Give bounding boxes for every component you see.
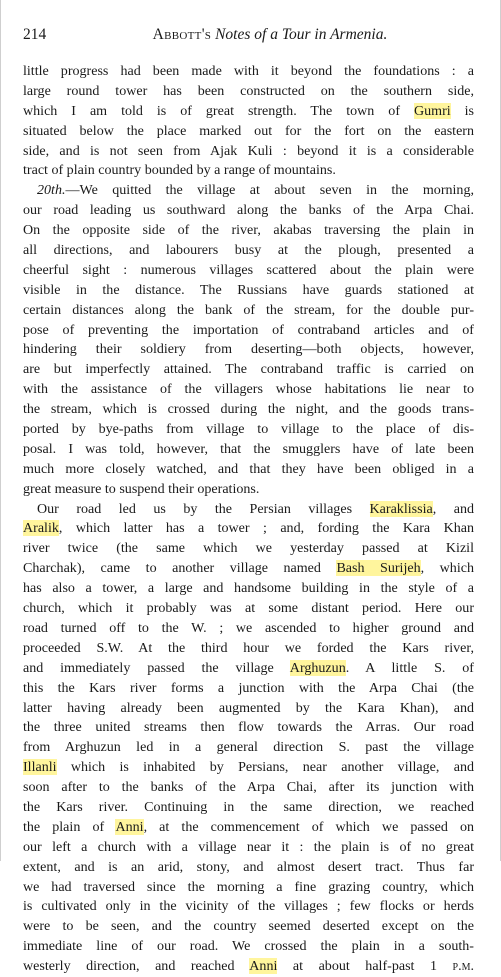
highlighted-place-name: Bash Surijeh <box>336 560 421 577</box>
text-line <box>23 221 474 241</box>
text-segment: , which latter has a tower ; and, fording the Kara Khan <box>58 520 474 537</box>
text-line <box>23 539 474 559</box>
text-line <box>23 878 474 898</box>
text-segment: we had traversed since the morning a fine grazing country, which <box>23 878 474 895</box>
text-line <box>23 699 474 719</box>
highlighted-place-name: Illanli <box>23 759 57 776</box>
text-line <box>23 619 474 639</box>
text-line <box>23 718 474 738</box>
text-segment: proceeded S.W. At the third hour we forded the Kars river, <box>23 639 474 656</box>
text-line <box>23 957 474 977</box>
text-segment: church, which it probably was at some distant period. Here our <box>23 600 474 617</box>
text-line <box>23 738 474 758</box>
text-segment: situated below the place marked out for the fort on the eastern <box>23 122 474 139</box>
text-line <box>23 917 474 937</box>
text-segment: which is inhabited by Persians, near another village, and <box>56 759 474 776</box>
text-line <box>23 142 474 162</box>
text-segment: at about half-past 1 <box>277 958 453 975</box>
text-segment: great measure to suspend their operations. <box>23 480 260 497</box>
text-segment: the plain of <box>23 818 116 835</box>
highlighted-place-name: Aralik <box>23 520 59 537</box>
text-segment: soon after to the banks of the Arpa Chai, after its junction with <box>23 779 474 796</box>
text-line <box>23 937 474 957</box>
text-segment: our road leading us southward along the banks of the Arpa Chai. <box>23 202 474 219</box>
highlighted-place-name: Anni <box>249 958 278 975</box>
text-line <box>23 122 474 142</box>
date-label: 20th. <box>37 182 66 199</box>
text-segment: is <box>450 102 474 119</box>
text-line <box>23 360 474 380</box>
text-segment: the stream, which is crossed during the night, and the goods trans- <box>23 401 474 418</box>
text-segment: little progress had been made with it beyond the foundations : a <box>23 63 474 79</box>
running-head-title: Notes of a Tour in Armenia. <box>215 26 388 43</box>
text-line <box>23 559 474 579</box>
running-head <box>23 26 477 44</box>
text-segment: are but imperfectly attained. The contraband traffic is carried on <box>23 361 474 378</box>
text-line <box>23 440 474 460</box>
text-line <box>23 340 474 360</box>
text-segment: , which <box>420 560 474 577</box>
text-segment: has also a tower, a large and handsome building in the style of a <box>23 580 474 597</box>
text-segment: from Arghuzun led in a general direction S. past the village <box>23 739 474 756</box>
text-segment: westerly direction, and reached <box>23 958 250 975</box>
text-line <box>23 181 474 201</box>
text-segment: On the opposite side of the river, akabas traversing the plain in <box>23 222 474 239</box>
text-segment: —We quitted the village at about seven in the morning, <box>65 182 474 199</box>
text-line <box>23 679 474 699</box>
text-line <box>23 241 474 261</box>
running-head-author: Abbott's <box>152 26 212 43</box>
text-line <box>23 102 474 122</box>
text-line <box>23 639 474 659</box>
text-segment: is cultivated only in the vicinity of the villages ; few flocks or herds <box>23 898 474 915</box>
text-line <box>23 599 474 619</box>
text-line <box>23 301 474 321</box>
body-text <box>23 62 474 977</box>
text-line <box>23 161 474 181</box>
text-line <box>23 659 474 679</box>
text-line <box>23 758 474 778</box>
text-line <box>23 897 474 917</box>
text-segment: much more closely watched, and that they have been obliged in a <box>23 460 474 477</box>
text-line <box>23 500 474 520</box>
text-segment: extent, and is an arid, stony, and almost desert tract. Thus far <box>23 858 474 875</box>
text-segment: were to be seen, and the country seemed deserted except on the <box>23 918 474 935</box>
text-segment: large round tower has been constructed on the southern side, <box>23 82 474 99</box>
page-header <box>23 26 477 48</box>
highlighted-place-name: Arghuzun <box>289 659 346 676</box>
text-line <box>23 838 474 858</box>
text-line <box>23 798 474 818</box>
text-segment: with the assistance of the villagers whose habitations lie near to <box>23 381 474 398</box>
text-segment: ported by bye-paths from village to village to the place of dis- <box>23 421 474 438</box>
text-segment: visible in the distance. The Russians have guards stationed at <box>23 281 474 298</box>
text-line <box>23 261 474 281</box>
text-segment: , at the commencement of which we passed on <box>143 818 474 835</box>
text-line <box>23 579 474 599</box>
text-segment: the three united streams then flow towards the Arras. Our road <box>23 719 474 736</box>
text-segment: and immediately passed the village <box>23 659 290 676</box>
highlighted-place-name: Karaklissia <box>369 500 433 517</box>
text-segment: certain distances along the bank of the stream, for the double pur- <box>23 301 474 318</box>
text-segment: side, and is not seen from Ajak Kuli : beyond it is a considerable <box>23 142 474 159</box>
text-line <box>23 818 474 838</box>
text-segment: , and <box>432 500 474 517</box>
text-segment: the Kars river. Continuing in the same direction, we reached <box>23 798 474 815</box>
text-line <box>23 62 474 82</box>
page-number: 214 <box>23 26 47 43</box>
text-line <box>23 321 474 341</box>
text-line <box>23 778 474 798</box>
text-line <box>23 460 474 480</box>
text-line <box>23 400 474 420</box>
highlighted-place-name: Anni <box>115 818 144 835</box>
text-segment: immediate line of our road. We crossed the plain in a south- <box>23 938 474 955</box>
text-segment: hindering their soldiery from deserting—both objects, however, <box>23 341 474 358</box>
text-segment: latter having already been augmented by the Kara Khan), and <box>23 699 474 716</box>
text-segment: posal. I was told, however, that the smugglers have of late been <box>23 440 474 457</box>
text-segment: river twice (the same which we yesterday passed at Kizil <box>23 540 474 557</box>
text-segment: cheerful sight : numerous villages scattered about the plain were <box>23 261 474 278</box>
text-segment: Our road led us by the Persian villages <box>37 500 370 517</box>
highlighted-place-name: Gumri <box>413 102 451 119</box>
text-segment: . A little S. of <box>345 659 474 676</box>
text-segment: p.m. <box>452 958 474 975</box>
text-segment: which I am told is of great strength. The town of <box>23 102 414 119</box>
text-line <box>23 480 474 500</box>
text-line <box>23 420 474 440</box>
text-segment: Charchak), came to another village named <box>23 560 337 577</box>
text-line <box>23 201 474 221</box>
text-line <box>23 380 474 400</box>
text-line <box>23 519 474 539</box>
text-segment: our left a church with a village near it : the plain is of no great <box>23 838 474 855</box>
text-segment: pose of preventing the importation of contraband articles and of <box>23 321 474 338</box>
text-segment: this the Kars river forms a junction with the Arpa Chai (the <box>23 679 474 696</box>
text-segment: tract of plain country bounded by a range of mountains. <box>23 162 336 179</box>
text-segment: road turned off to the W. ; we ascended to higher ground and <box>23 619 474 636</box>
text-line <box>23 281 474 301</box>
text-line <box>23 82 474 102</box>
text-segment: all directions, and labourers busy at the plough, presented a <box>23 242 474 259</box>
